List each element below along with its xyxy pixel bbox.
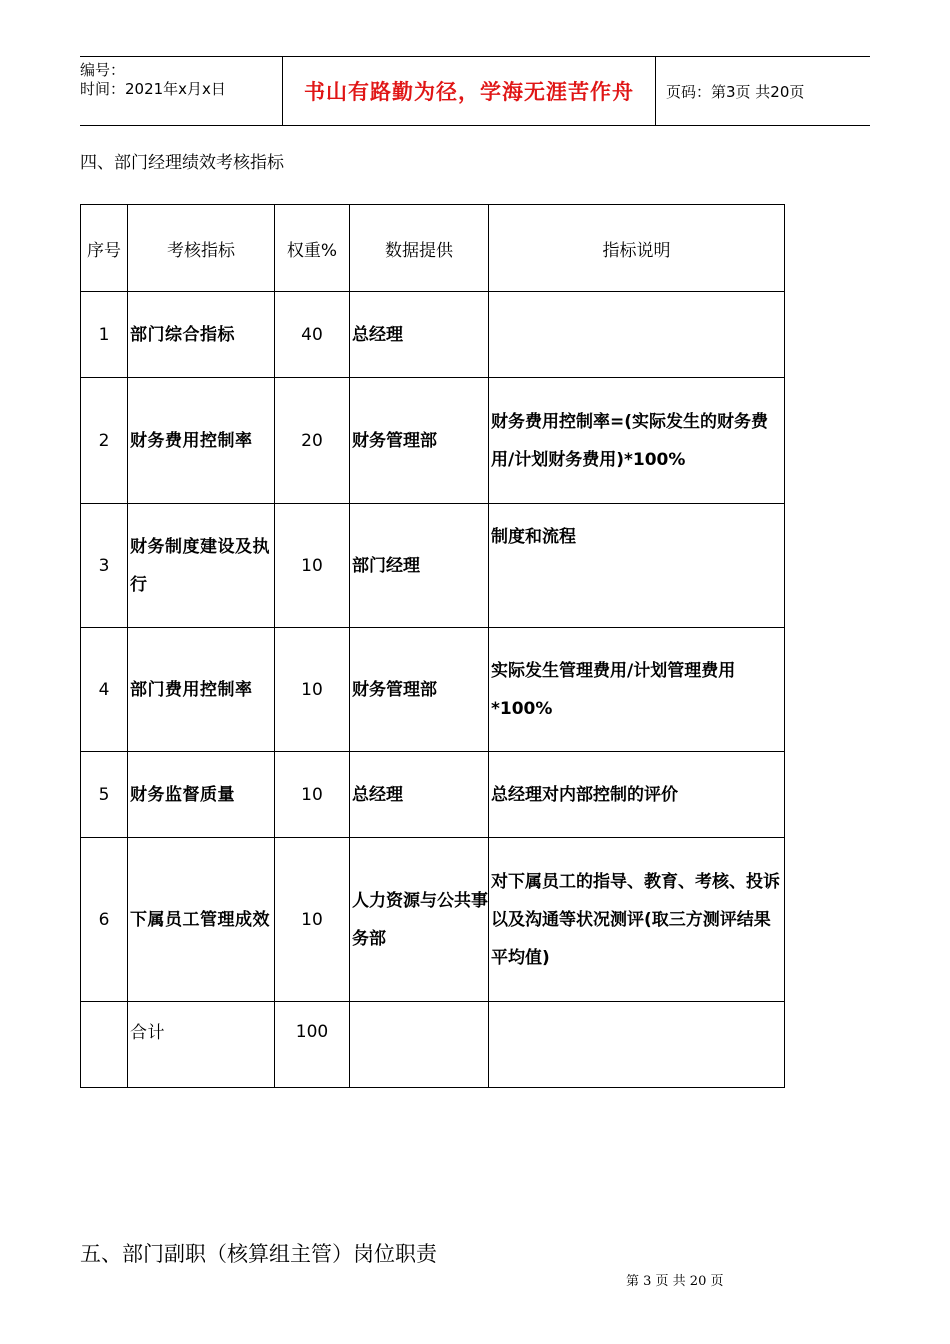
row-source: 总经理	[350, 752, 489, 838]
row-weight: 20	[275, 378, 350, 504]
row-indicator: 下属员工管理成效	[128, 838, 275, 1002]
row-indicator: 财务制度建设及执行	[128, 504, 275, 628]
table-row	[81, 752, 785, 838]
row-weight: 40	[275, 292, 350, 378]
row-source: 人力资源与公共事务部	[350, 838, 489, 1002]
table-row	[81, 628, 785, 752]
section-title-deputy-duties: 五、部门副职（核算组主管）岗位职责	[80, 1242, 437, 1266]
section-title-kpi: 四、部门经理绩效考核指标	[80, 153, 284, 173]
row-number: 1	[81, 292, 128, 378]
row-indicator: 部门费用控制率	[128, 628, 275, 752]
header-slogan: 书山有路勤为径，学海无涯苦作舟	[282, 57, 656, 125]
row-number: 6	[81, 838, 128, 1002]
table-row	[81, 292, 785, 378]
row-weight: 10	[275, 628, 350, 752]
row-number	[81, 1002, 128, 1088]
row-number: 4	[81, 628, 128, 752]
row-description	[489, 292, 785, 378]
row-description: 实际发生管理费用/计划管理费用*100%	[489, 628, 785, 752]
table-row-total	[81, 1002, 785, 1088]
row-weight: 10	[275, 752, 350, 838]
header-cell-source: 数据提供	[350, 205, 489, 292]
table-row	[81, 504, 785, 628]
row-description	[489, 1002, 785, 1088]
row-source: 部门经理	[350, 504, 489, 628]
row-number: 3	[81, 504, 128, 628]
row-source: 财务管理部	[350, 378, 489, 504]
page-header	[80, 56, 870, 126]
header-cell-indicator: 考核指标	[128, 205, 275, 292]
row-indicator: 财务费用控制率	[128, 378, 275, 504]
row-source: 总经理	[350, 292, 489, 378]
header-cell-number: 序号	[81, 205, 128, 292]
table-header-row	[81, 205, 785, 292]
header-cell-weight: 权重%	[275, 205, 350, 292]
header-meta	[80, 57, 282, 125]
row-description: 制度和流程	[489, 504, 785, 628]
row-description: 对下属员工的指导、教育、考核、投诉以及沟通等状况测评(取三方测评结果平均值)	[489, 838, 785, 1002]
row-weight: 100	[275, 1002, 350, 1088]
page-footer-number: 第 3 页 共 20 页	[626, 1274, 724, 1289]
row-indicator: 财务监督质量	[128, 752, 275, 838]
row-indicator: 部门综合指标	[128, 292, 275, 378]
table-row	[81, 378, 785, 504]
row-weight: 10	[275, 838, 350, 1002]
row-number: 5	[81, 752, 128, 838]
row-number: 2	[81, 378, 128, 504]
header-page-number: 页码：第3页 共20页	[666, 82, 805, 101]
row-description: 总经理对内部控制的评价	[489, 752, 785, 838]
row-source	[350, 1002, 489, 1088]
row-indicator: 合计	[128, 1002, 275, 1088]
kpi-table	[80, 204, 785, 1088]
row-source: 财务管理部	[350, 628, 489, 752]
document-number: 编号：	[80, 61, 126, 79]
row-weight: 10	[275, 504, 350, 628]
row-description: 财务费用控制率=(实际发生的财务费用/计划财务费用)*100%	[489, 378, 785, 504]
table-row	[81, 838, 785, 1002]
header-cell-description: 指标说明	[489, 205, 785, 292]
document-date: 时间：2021年x月x日	[80, 80, 226, 98]
